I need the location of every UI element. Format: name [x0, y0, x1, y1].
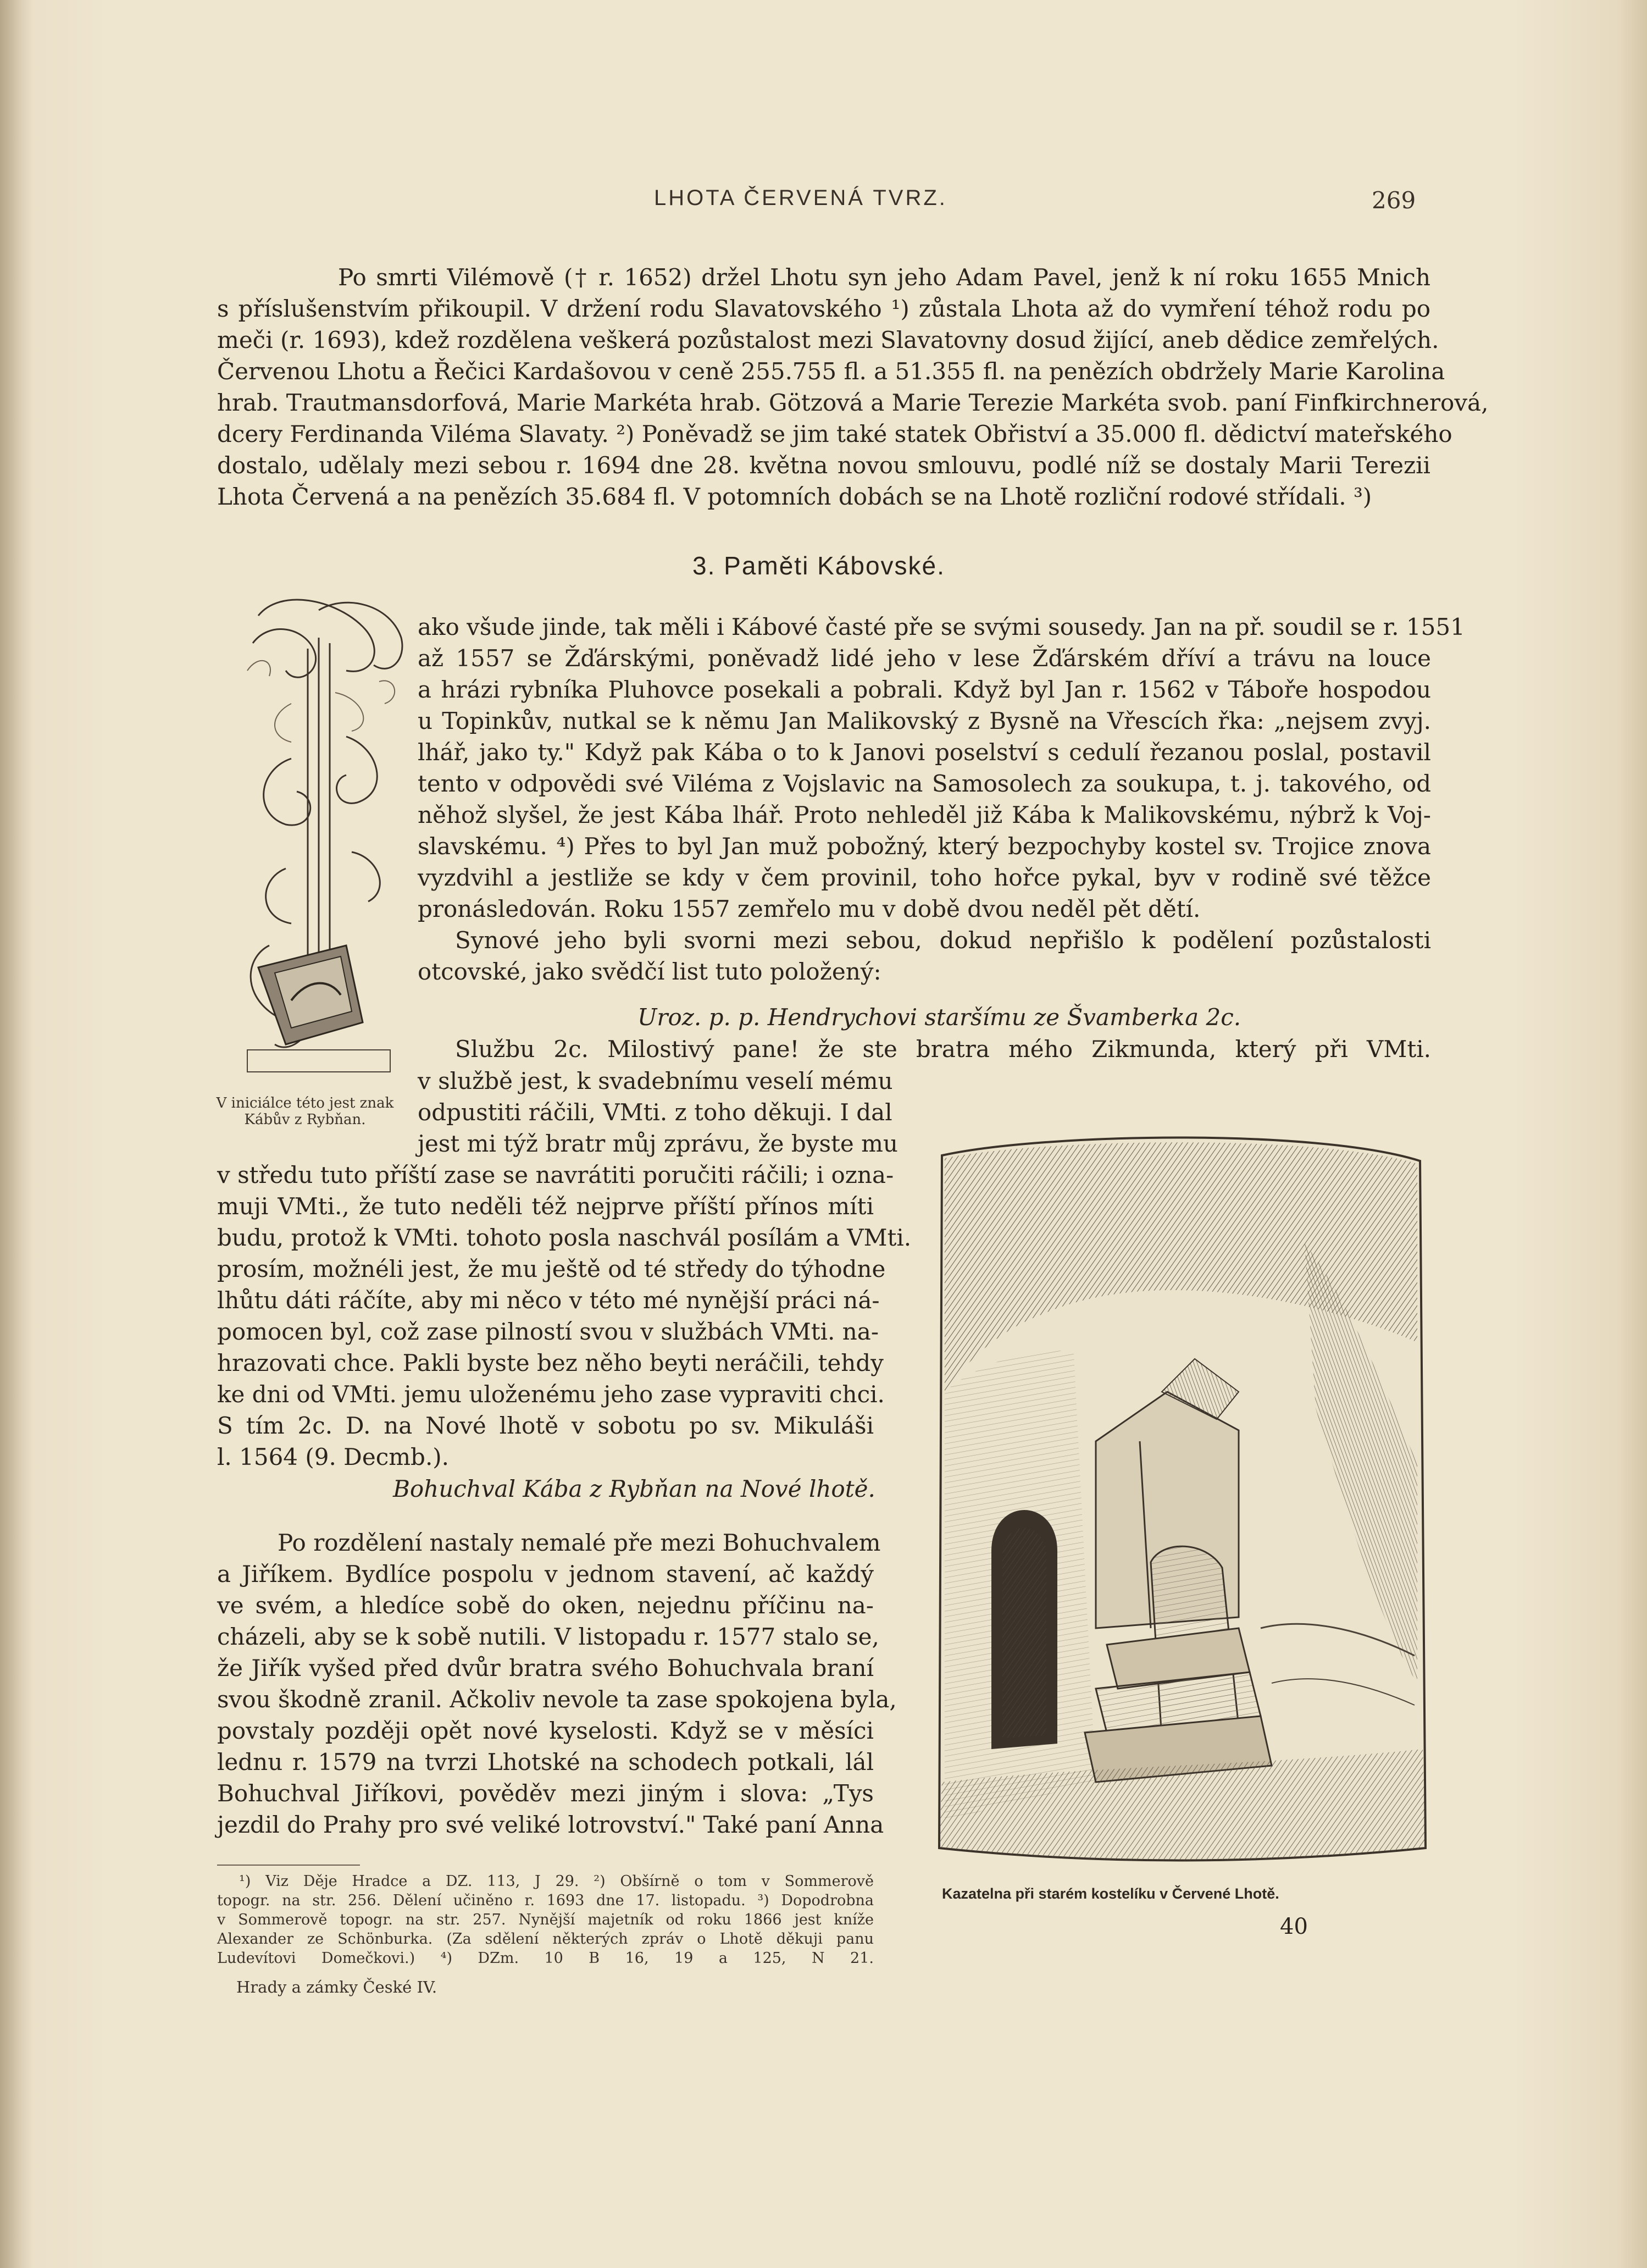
text-line: cházeli, aby se k sobě nutili. V listopadu r. 1577 stalo se,	[217, 1623, 879, 1650]
running-title: LHOTA ČERVENÁ TVRZ.	[654, 186, 947, 210]
initial-caption-line: Kábův z Rybňan.	[244, 1111, 366, 1128]
letter-signature: Bohuchval Kába z Rybňan na Nové lhotě.	[393, 1475, 875, 1502]
letter-body-lower	[217, 1159, 912, 1473]
footnote-line: Ludevítovi Domečkovi.) ⁴) DZm. 10 B 16, 19 a 125, N 21.	[217, 1950, 874, 1967]
text-line: Po rozdělení nastaly nemalé pře mezi Bohuchvalem	[278, 1529, 881, 1556]
page-number: 269	[1372, 187, 1416, 214]
text-line: ve svém, a hledíce sobě do oken, nejednu příčinu na-	[217, 1592, 874, 1619]
footnotes	[217, 1872, 874, 1968]
text-line: pronásledován. Roku 1557 zemřelo mu v době dvou neděl pět dětí.	[418, 895, 1201, 922]
text-line: hrab. Trautmansdorfová, Marie Markéta hrab. Götzová a Marie Terezie Markéta svob. paní Finfkirchnerová,	[217, 389, 1489, 416]
section-paragraph-3	[217, 1527, 897, 1840]
text-line: povstaly později opět nové kyselosti. Když se v měsíci	[217, 1717, 874, 1744]
text-line: ke dni od VMti. jemu uloženému jeho zase vypraviti chci.	[217, 1381, 885, 1408]
text-line: lhůtu dáti ráčíte, aby mi něco v této mé nynější práci ná-	[217, 1287, 880, 1314]
text-line: Bohuchval Jiříkovi, pověděv mezi jiným i slova: „Tys	[217, 1780, 874, 1807]
text-line: v službě jest, k svadebnímu veselí mému	[418, 1067, 893, 1094]
footnote-rule	[217, 1865, 360, 1866]
text-line: muji VMti., že tuto neděli též nejprve příští přínos míti	[217, 1193, 874, 1220]
text-line: něhož slyšel, že jest Kába lhář. Proto nehleděl již Kába k Malikovskému, nýbrž k Voj-	[418, 801, 1431, 828]
pulpit-engraving-icon	[931, 1133, 1433, 1870]
text-line: dcery Ferdinanda Viléma Slavaty. ²) Poněvadž se jim také statek Obřiství a 35.000 fl. dědictví mateřského	[217, 421, 1452, 447]
text-line: odpustiti ráčili, VMti. z toho děkuji. I dal	[418, 1099, 892, 1126]
text-line: meči (r. 1693), kdež rozdělena veškerá pozůstalost mezi Slavatovny dosud žijící, aneb dědice zemřelých.	[217, 327, 1439, 353]
section-paragraph-1	[418, 611, 1465, 987]
illustration-caption: Kazatelna při starém kostelíku v Červené Lhotě.	[942, 1885, 1279, 1902]
letter-opening	[455, 1033, 1431, 1065]
text-line: Po smrti Vilémově († r. 1652) držel Lhotu syn jeho Adam Pavel, jenž k ní roku 1655 Mnich	[338, 264, 1430, 291]
text-line: Službu 2c. Milostivý pane! že ste bratra mého Zikmunda, který při VMti.	[455, 1036, 1431, 1063]
text-line: Synové jeho byli svorni mezi sebou, dokud nepřišlo k podělení pozůstalosti	[455, 927, 1431, 954]
signature-mark: Hrady a zámky České IV.	[236, 1978, 437, 1996]
text-line: budu, protož k VMti. tohoto posla naschvál posílám a VMti.	[217, 1224, 912, 1251]
text-line: a hrázi rybníka Pluhovce posekali a pobrali. Když byl Jan r. 1562 v Táboře hospodou	[418, 676, 1431, 703]
text-line: dostalo, udělaly mezi sebou r. 1694 dne 28. května novou smlouvu, podlé níž se dostaly Marii Terezii	[217, 452, 1430, 479]
binding-shadow	[0, 0, 33, 2268]
text-line: u Topinkův, nutkal se k němu Jan Malikovský z Bysně na Vřescích řka: „nejsem zvyj.	[418, 707, 1431, 734]
text-line: ako všude jinde, tak měli i Kábové časté pře se svými sousedy. Jan na př. soudil se r. 1551	[418, 613, 1465, 640]
text-line: l. 1564 (9. Decmb.).	[217, 1443, 450, 1470]
letter-address: Uroz. p. p. Hendrychovi staršímu ze Švamberka 2c.	[637, 1004, 1241, 1031]
text-line: a Jiříkem. Bydlíce pospolu v jednom stavení, ač každý	[217, 1561, 874, 1587]
footnote-line: Alexander ze Schönburka. (Za sdělení některých zpráv o Lhotě děkuji panu	[217, 1930, 874, 1948]
text-line: svou škodně zranil. Ačkoliv nevole ta zase spokojena byla,	[217, 1686, 897, 1713]
text-line: s příslušenstvím přikoupil. V držení rodu Slavatovského ¹) zůstala Lhota až do vymření téhož rodu po	[217, 295, 1430, 322]
text-line: prosím, možnéli jest, že mu ještě od té středy do týhodne	[217, 1255, 886, 1282]
illustration	[931, 1133, 1433, 1870]
text-line: že Jiřík vyšed před dvůr bratra svého Bohuchvala braní	[217, 1655, 874, 1681]
text-line: až 1557 se Žďárskými, poněvadž lidé jeho v lese Žďárském dříví a trávu na louce	[418, 645, 1431, 672]
footnote-line: topogr. na str. 256. Dělení učiněno r. 1693 dne 17. listopadu. ³) Dopodrobna	[217, 1892, 874, 1909]
letter-body-upper	[418, 1065, 898, 1159]
sheet-number: 40	[1280, 1914, 1308, 1939]
section-heading: 3. Paměti Kábovské.	[692, 551, 945, 580]
footnote-line: v Sommerově topogr. na str. 257. Nynější majetník od roku 1866 jest kníže	[217, 1911, 874, 1928]
intro-paragraph	[217, 262, 1489, 512]
initial-caption-line: V iniciálce této jest znak	[216, 1095, 394, 1111]
text-line: otcovské, jako svědčí list tuto položený:	[418, 958, 881, 985]
ornamental-initial	[236, 594, 412, 1088]
text-line: v středu tuto příští zase se navrátiti poručiti ráčili; i ozna-	[217, 1161, 894, 1188]
text-line: pomocen byl, což zase pilností svou v službách VMti. na-	[217, 1318, 879, 1345]
text-line: vyzdvihl a jestliže se kdy v čem provinil, toho hořce pykal, byv v rodině své těžce	[418, 864, 1431, 891]
text-line: jest mi týž bratr můj zprávu, že byste mu	[418, 1130, 898, 1157]
text-line: S tím 2c. D. na Nové lhotě v sobotu po sv. Mikuláši	[217, 1412, 874, 1439]
text-line: lednu r. 1579 na tvrzi Lhotské na schodech potkali, lál	[217, 1749, 874, 1775]
text-line: Lhota Červená a na penězích 35.684 fl. V potomních dobách se na Lhotě rozliční rodové střídali. ³)	[217, 483, 1372, 510]
text-line: tento v odpovědi své Viléma z Vojslavic na Samosolech za soukupa, t. j. takového, od	[418, 770, 1431, 797]
footnote-line: ¹) Viz Děje Hradce a DZ. 113, J 29. ²) Obšírně o tom v Sommerově	[239, 1873, 874, 1890]
initial-caption	[214, 1095, 396, 1128]
text-line: hrazovati chce. Pakli byste bez něho beyti neráčili, tehdy	[217, 1349, 884, 1376]
text-line: jezdil do Prahy pro své veliké lotrovství." Také paní Anna	[217, 1811, 884, 1838]
initial-j-icon	[236, 594, 412, 1088]
text-line: slavskému. ⁴) Přes to byl Jan muž pobožný, který bezpochyby kostel sv. Trojice znova	[418, 833, 1431, 860]
text-line: Červenou Lhotu a Řečici Kardašovou v ceně 255.755 fl. a 51.355 fl. na penězích obdržely Marie Karolina	[217, 358, 1445, 385]
text-line: lhář, jako ty." Když pak Kába o to k Janovi poselství s cedulí řezanou poslal, postavil	[418, 739, 1431, 766]
